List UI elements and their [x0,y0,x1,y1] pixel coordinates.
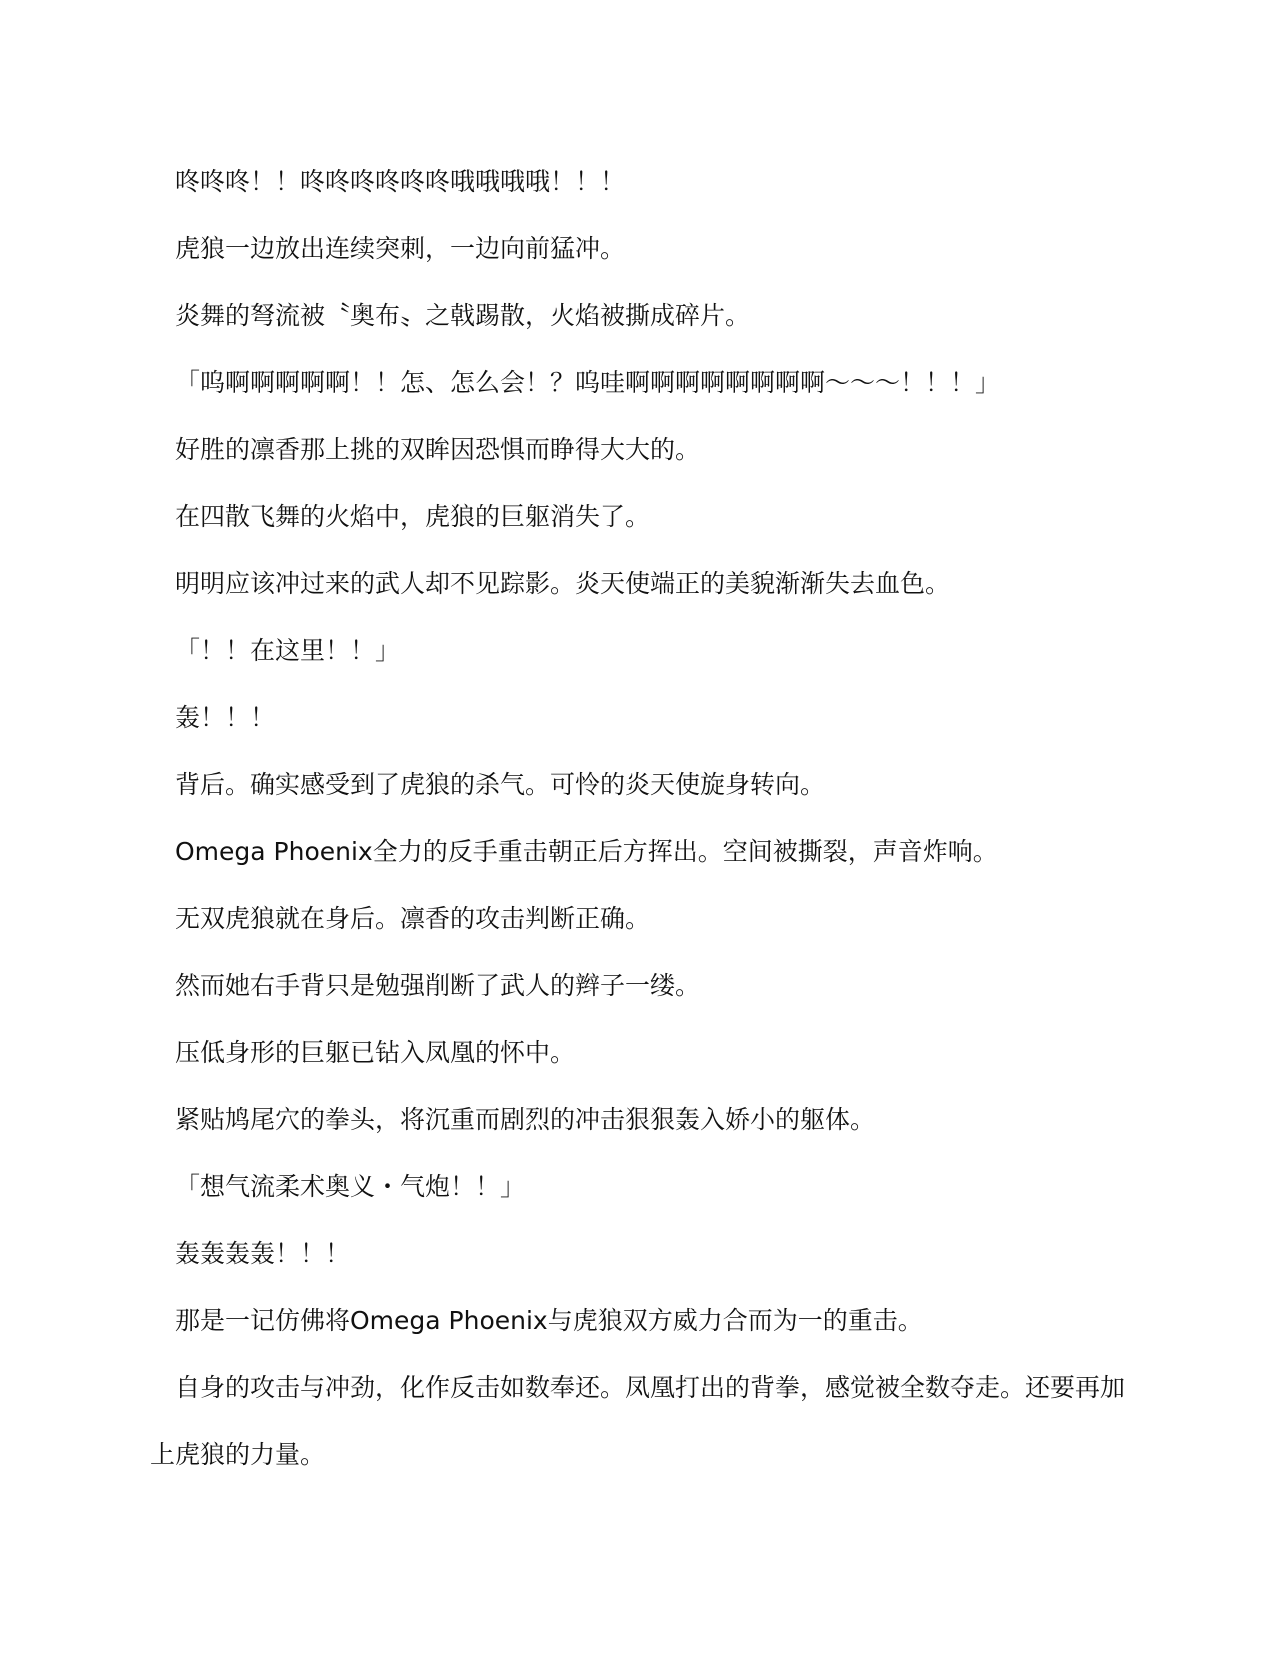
paragraph: 背后。确实感受到了虎狼的杀气。可怜的炎天使旋身转向。 [175,770,826,799]
paragraph: 好胜的凛香那上挑的双眸因恐惧而睁得大大的。 [175,435,701,464]
paragraph: 自身的攻击与冲劲，化作反击如数奉还。凤凰打出的背拳，感觉被全数夺走。还要再加上虎狼的力量。 [150,1373,1126,1469]
paragraph: 轰！！！ [175,703,276,732]
paragraph: 炎舞的弩流被〝奥布〟之戟踢散，火焰被撕成碎片。 [175,301,751,330]
paragraph: 轰轰轰轰！！！ [175,1239,351,1268]
paragraph: 那是一记仿佛将Omega Phoenix与虎狼双方威力合而为一的重击。 [175,1306,923,1335]
paragraph: 无双虎狼就在身后。凛香的攻击判断正确。 [175,904,651,933]
paragraph: 明明应该冲过来的武人却不见踪影。炎天使端正的美貌渐渐失去血色。 [175,569,951,598]
paragraph: 咚咚咚！！咚咚咚咚咚咚哦哦哦哦！！！ [175,167,626,196]
paragraph: 「！！在这里！！」 [175,636,401,665]
paragraph: 虎狼一边放出连续突刺，一边向前猛冲。 [175,234,626,263]
paragraph: 紧贴鸠尾穴的拳头，将沉重而剧烈的冲击狠狠轰入娇小的躯体。 [175,1105,876,1134]
paragraph: 压低身形的巨躯已钻入凤凰的怀中。 [175,1038,576,1067]
document-body [150,148,1140,1488]
paragraph: 然而她右手背只是勉强削断了武人的辫子一缕。 [175,971,701,1000]
paragraph: 「想气流柔术奥义・气炮！！」 [175,1172,526,1201]
paragraph: 「呜啊啊啊啊啊！！怎、怎么会！？呜哇啊啊啊啊啊啊啊啊～～～！！！」 [175,368,1001,397]
paragraph: 在四散飞舞的火焰中，虎狼的巨躯消失了。 [175,502,651,531]
paragraph: Omega Phoenix全力的反手重击朝正后方挥出。空间被撕裂，声音炸响。 [175,837,998,866]
